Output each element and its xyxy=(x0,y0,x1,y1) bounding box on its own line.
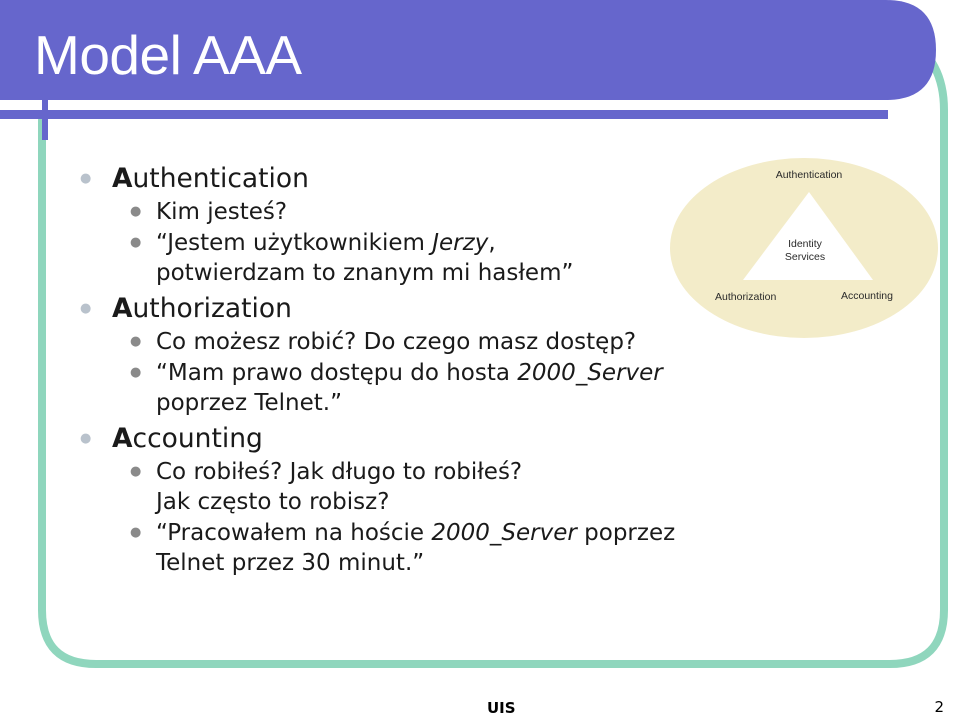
sub-bullet-text: Co robiłeś? Jak długo to robiłeś? xyxy=(156,459,523,485)
sub-bullet xyxy=(80,457,730,517)
sub-bullet-text-line2: Jak często to robisz? xyxy=(156,489,390,515)
quote-italic: Jerzy xyxy=(432,230,489,256)
bullet-authentication xyxy=(80,162,730,196)
quote-line2: potwierdzam to znanym mi hasłem xyxy=(156,260,562,286)
sub-bullet xyxy=(80,327,730,357)
sub-bullet xyxy=(80,518,730,578)
close-quote: ” xyxy=(330,390,342,416)
heading-rest: uthentication xyxy=(132,163,309,194)
quote-text-post: , xyxy=(488,230,496,256)
bullet-dot-icon: ● xyxy=(130,204,142,219)
quote-line2: Telnet przez 30 minut. xyxy=(156,550,413,576)
bullet-dot-icon: ● xyxy=(130,235,142,250)
bullet-dot-icon: ● xyxy=(130,334,142,349)
diagram-label-authentication: Authentication xyxy=(775,169,843,181)
diagram-label-accounting: Accounting xyxy=(841,290,893,302)
aaa-diagram xyxy=(668,156,940,342)
bullet-dot-icon: ● xyxy=(130,365,142,380)
quote-text: Pracowałem na hoście xyxy=(167,520,432,546)
page-number: 2 xyxy=(934,698,944,716)
close-quote: ” xyxy=(412,550,425,576)
quote-text: Jestem użytkownikiem xyxy=(167,230,433,256)
sub-bullet-text: Kim jesteś? xyxy=(156,199,288,225)
initial-letter: A xyxy=(112,293,133,324)
open-quote: “ xyxy=(156,360,168,386)
sub-bullet-text: Co możesz robić? Do czego masz dostęp? xyxy=(156,329,637,355)
sub-bullet xyxy=(80,197,730,227)
bullet-authorization xyxy=(80,292,730,326)
footer-org: UIS xyxy=(487,699,516,717)
initial-letter: A xyxy=(112,423,133,454)
bullet-dot-icon: ● xyxy=(80,171,92,186)
quote-text: Mam prawo dostępu do hosta xyxy=(167,360,518,386)
header-underline xyxy=(0,110,888,119)
bullet-dot-icon: ● xyxy=(130,464,142,479)
quote-text-post: poprzez xyxy=(576,520,676,546)
bullet-dot-icon: ● xyxy=(130,525,142,540)
initial-letter: A xyxy=(112,163,133,194)
heading-rest: ccounting xyxy=(132,423,263,454)
diagram-label-services: Services xyxy=(784,251,826,263)
bullet-dot-icon: ● xyxy=(80,301,92,316)
sub-bullet xyxy=(80,358,730,418)
open-quote: “ xyxy=(156,230,168,256)
quote-italic: 2000_Server xyxy=(517,360,663,386)
bullet-list xyxy=(80,162,730,578)
header-left-accent xyxy=(42,100,48,140)
sub-bullet xyxy=(80,228,730,288)
heading-rest: uthorization xyxy=(132,293,292,324)
quote-italic: 2000_Server xyxy=(431,520,577,546)
open-quote: “ xyxy=(156,520,168,546)
diagram-label-authorization: Authorization xyxy=(715,291,777,303)
slide-title: Model AAA xyxy=(34,24,302,86)
diagram-label-identity: Identity xyxy=(788,238,822,250)
bullet-accounting xyxy=(80,422,730,456)
close-quote: ” xyxy=(561,260,574,286)
quote-line2: poprzez Telnet. xyxy=(156,390,331,416)
bullet-dot-icon: ● xyxy=(80,431,92,446)
